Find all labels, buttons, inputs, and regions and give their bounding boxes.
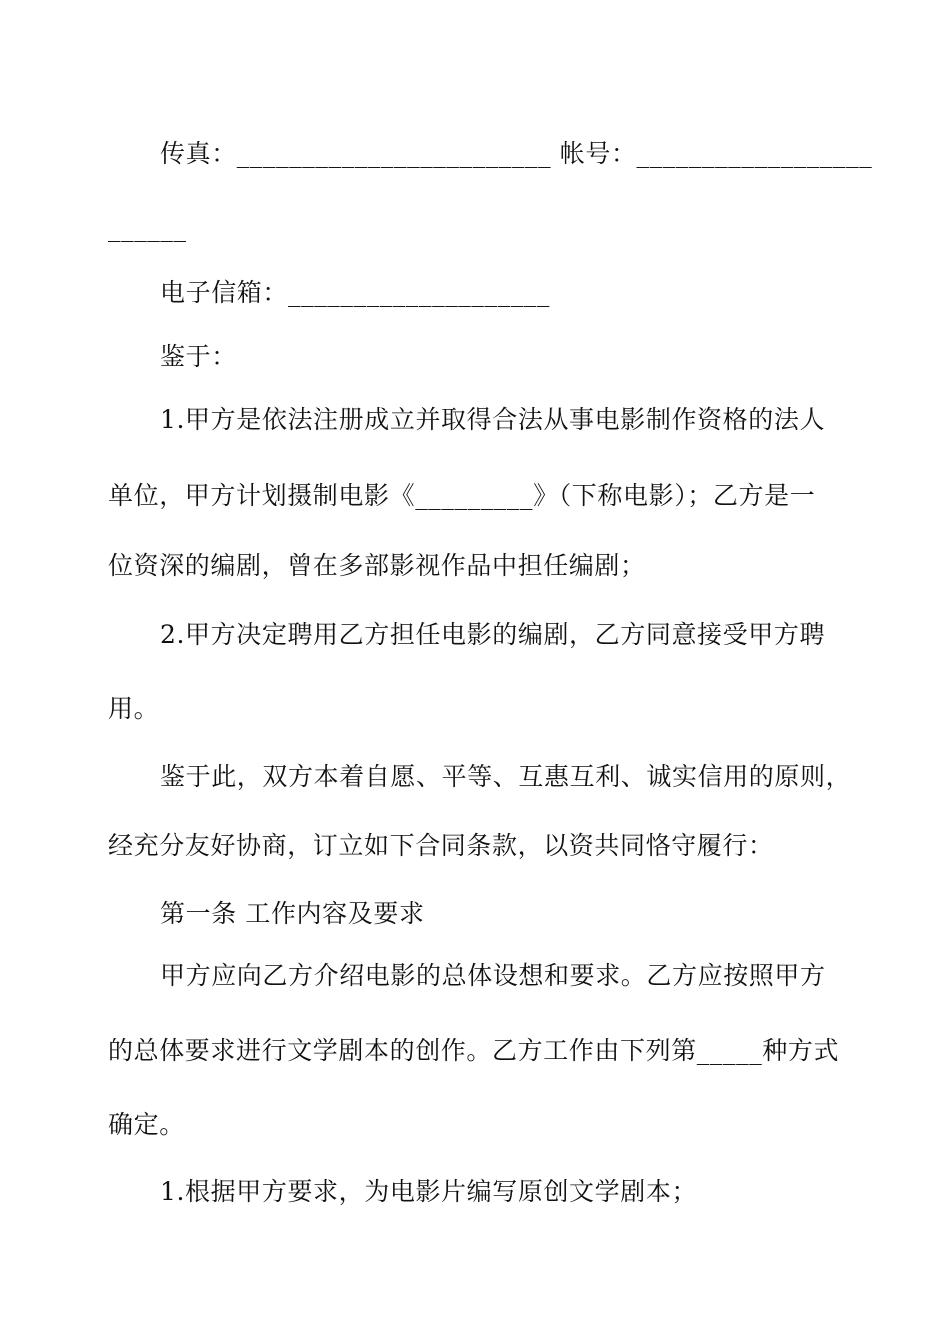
- whereas-heading: 鉴于：: [160, 342, 237, 371]
- account-continuation-line: ______: [108, 213, 187, 242]
- paragraph-line: 的总体要求进行文学剧本的创作。乙方工作由下列第_____种方式: [108, 1036, 840, 1065]
- paragraph-line: 1.甲方是依法注册成立并取得合法从事电影制作资格的法人: [160, 405, 826, 434]
- paragraph-line: 用。: [108, 694, 160, 723]
- paragraph-line: 确定。: [108, 1110, 185, 1139]
- article-heading: 第一条 工作内容及要求: [160, 899, 425, 928]
- paragraph-line: 位资深的编剧，曾在多部影视作品中担任编剧；: [108, 551, 646, 580]
- paragraph-line: 1.根据甲方要求，为电影片编写原创文学剧本；: [160, 1177, 698, 1206]
- paragraph-line: 经充分友好协商，订立如下合同条款，以资共同恪守履行：: [108, 831, 774, 860]
- paragraph-line: 甲方应向乙方介绍电影的总体设想和要求。乙方应按照甲方: [160, 961, 826, 990]
- paragraph-line: 2.甲方决定聘用乙方担任电影的编剧，乙方同意接受甲方聘: [160, 620, 826, 649]
- email-line: 电子信箱：____________________: [160, 278, 551, 307]
- fax-account-line: 传真：________________________ 帐号：__________________: [160, 139, 873, 168]
- paragraph-line: 单位，甲方计划摄制电影《_________》（下称电影）；乙方是一: [108, 481, 816, 510]
- paragraph-line: 鉴于此，双方本着自愿、平等、互惠互利、诚实信用的原则，: [160, 762, 852, 791]
